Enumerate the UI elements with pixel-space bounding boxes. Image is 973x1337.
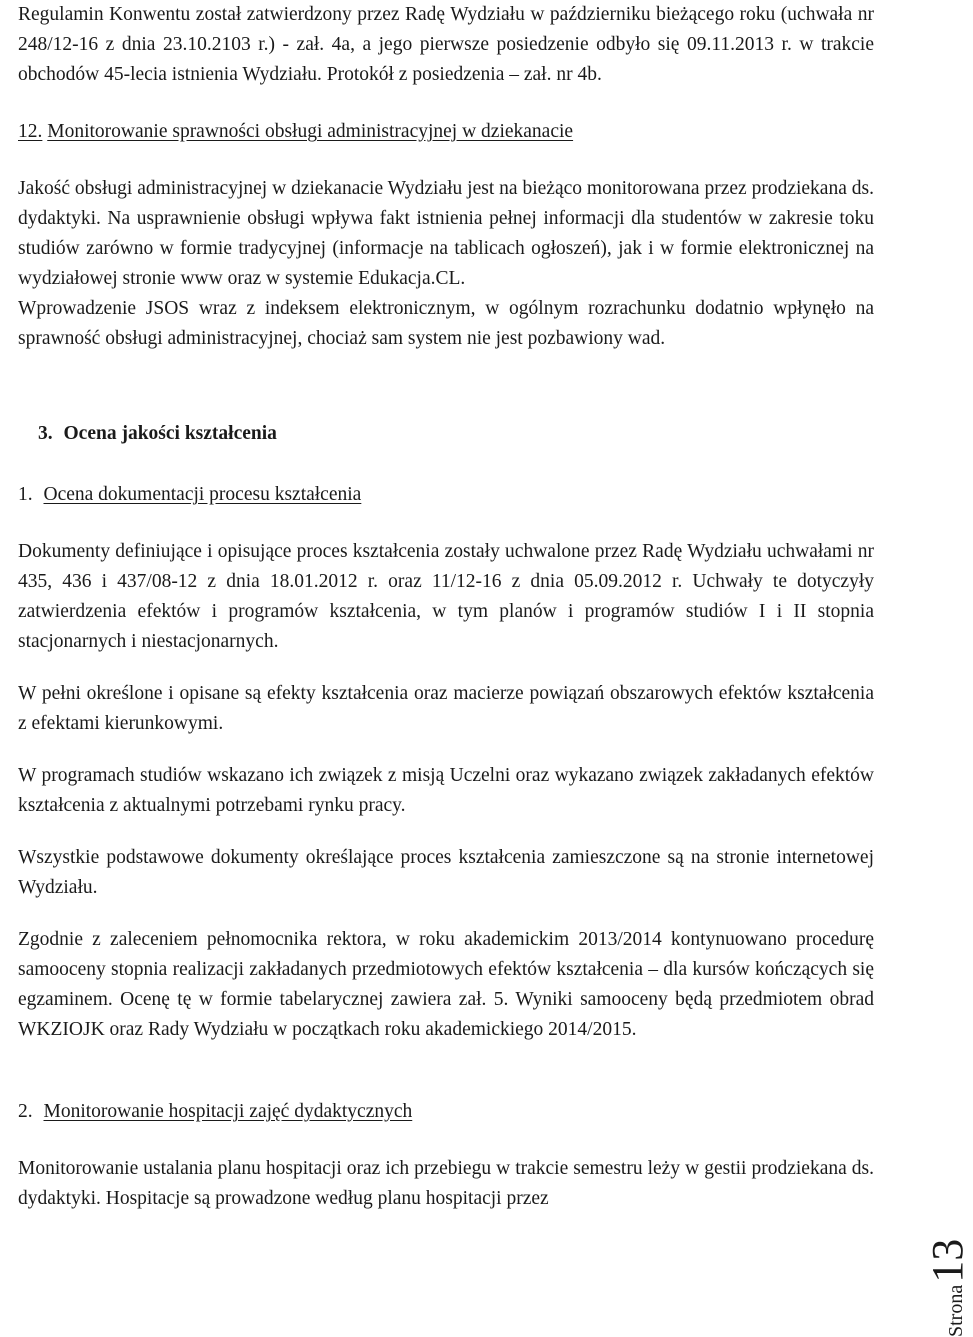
subsection-2-number: 2. [18, 1101, 33, 1122]
subsection-1-paragraph: Dokumenty definiujące i opisujące proces kształcenia zostały uchwalone przez Radę Wydziału uchwałami nr 435, 436 i 437/08-12 z dnia 18.01.2012 r. oraz 11/12-16 z dnia 05.09.2012 r. Uchwały te dotyczyły zatwierdzenia efektów i programów kształcenia, w tym planów i programów studiów I i II stopnia stacjonarnych i niestacjonarnych. [18, 541, 874, 652]
section-3-number: 3. [38, 423, 53, 444]
subsection-2-title: Monitorowanie hospitacji zajęć dydaktycznych [43, 1101, 413, 1122]
section-12-title: Monitorowanie sprawności obsługi administracyjnej w dziekanacie [47, 121, 574, 142]
section-3-heading [18, 419, 874, 449]
subsection-2-heading [18, 1097, 874, 1127]
subsection-1-paragraph: W pełni określone i opisane są efekty kształcenia oraz macierze powiązań obszarowych efektów kształcenia z efektami kierunkowymi. [18, 683, 874, 734]
section-12-number: 12. [18, 121, 43, 142]
subsection-1-paragraph: Zgodnie z zaleceniem pełnomocnika rektora, w roku akademickim 2013/2014 kontynuowano procedurę samooceny stopnia realizacji zakładanych przedmiotowych efektów kształcenia – dla kursów kończących się egzaminem. Ocenę tę w formie tabelarycznej zawiera zał. 5. Wyniki samooceny będą przedmiotem obrad WKZIOJK oraz Rady Wydziału w początkach roku akademickiego 2014/2015. [18, 929, 874, 1040]
subsection-1-heading [18, 480, 874, 510]
subsection-1-paragraph: Wszystkie podstawowe dokumenty określające proces kształcenia zamieszczone są na stronie internetowej Wydziału. [18, 847, 874, 898]
section-3-title: Ocena jakości kształcenia [63, 423, 277, 444]
document-body [18, 0, 874, 1214]
page-number-footer [922, 1210, 972, 1337]
page-number: 13 [923, 1238, 972, 1283]
section-12-paragraph-2: Wprowadzenie JSOS wraz z indeksem elektronicznym, w ogólnym rozrachunku dodatnio wpłynęło na sprawność obsługi administracyjnej, chociaż sam system nie jest pozbawiony wad. [18, 298, 874, 349]
subsection-1-paragraph: W programach studiów wskazano ich związek z misją Uczelni oraz wykazano związek zakładanych efektów kształcenia z aktualnymi potrzebami rynku pracy. [18, 765, 874, 816]
intro-paragraph: Regulamin Konwentu został zatwierdzony przez Radę Wydziału w październiku bieżącego roku (uchwała nr 248/12-16 z dnia 23.10.2103 r.) - zał. 4a, a jego pierwsze posiedzenie odbyło się 09.11.2013 r. w trakcie obchodów 45-lecia istnienia Wydziału. Protokół z posiedzenia – zał. nr 4b. [18, 4, 874, 85]
page-label: Strona [945, 1284, 967, 1337]
section-12-paragraph-1: Jakość obsługi administracyjnej w dziekanacie Wydziału jest na bieżąco monitorowana przez prodziekana ds. dydaktyki. Na usprawnienie obsługi wpływa fakt istnienia pełnej informacji dla studentów w zakresie toku studiów zarówno w formie tradycyjnej (informacje na tablicach ogłoszeń), jak i w formie elektronicznej na wydziałowej stronie www oraz w systemie Edukacja.CL. [18, 178, 874, 289]
subsection-1-number: 1. [18, 484, 33, 505]
subsection-2-paragraph: Monitorowanie ustalania planu hospitacji oraz ich przebiegu w trakcie semestru leży w gestii prodziekana ds. dydaktyki. Hospitacje są prowadzone według planu hospitacji przez [18, 1158, 874, 1209]
page-number-rotated [922, 1239, 973, 1337]
subsection-1-title: Ocena dokumentacji procesu kształcenia [43, 484, 362, 505]
section-12-heading [18, 117, 874, 147]
